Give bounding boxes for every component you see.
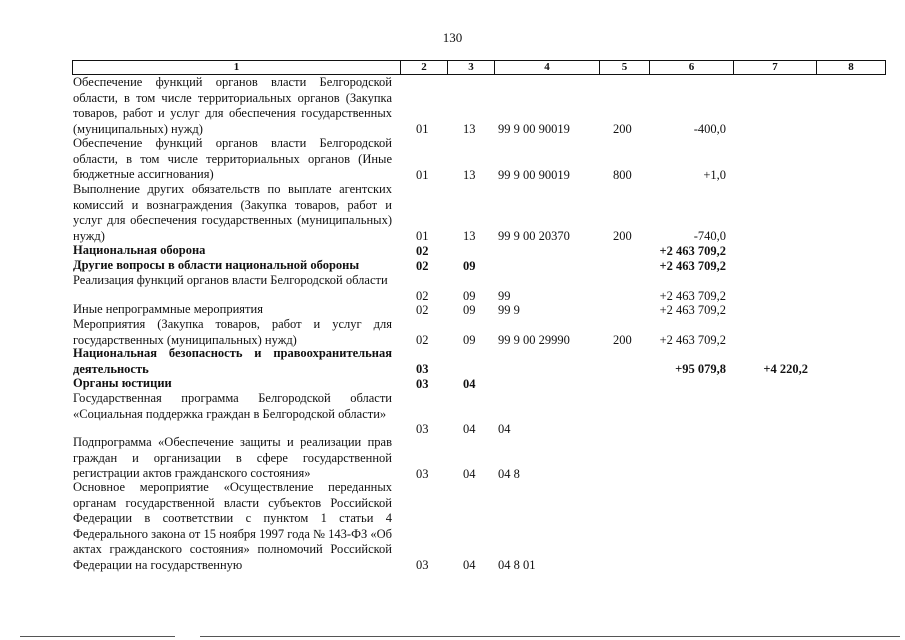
row-amount: +2 463 709,2 xyxy=(659,243,726,258)
row-target-article: 99 xyxy=(498,288,511,303)
row-target-article: 99 9 xyxy=(498,302,520,317)
row-amount: +1,0 xyxy=(703,167,726,182)
table-row xyxy=(0,435,905,482)
row-section: 02 xyxy=(416,302,429,317)
row-subsection: 09 xyxy=(463,332,476,347)
table-header xyxy=(72,60,886,75)
row-subsection: 04 xyxy=(463,421,476,436)
row-name: Обеспечение функций органов власти Белгородской области, в том числе территориальных органов (Закупка товаров, работ и услуг для обеспечения государственных (муниципальных) нужд) xyxy=(73,75,392,136)
scan-edge-line xyxy=(20,636,175,637)
row-subsection: 13 xyxy=(463,167,476,182)
row-section: 03 xyxy=(416,557,429,572)
row-section: 02 xyxy=(416,288,429,303)
row-subsection: 13 xyxy=(463,121,476,136)
table-row xyxy=(0,302,905,318)
row-subsection: 13 xyxy=(463,228,476,243)
table-row xyxy=(0,317,905,348)
row-section: 03 xyxy=(416,466,429,481)
row-expense-type: 800 xyxy=(613,167,632,182)
row-amount: +2 463 709,2 xyxy=(659,288,726,303)
row-name: Выполнение других обязательств по выплате агентских комиссий и вознаграждения (Закупка товаров, работ и услуг для обеспечения государственных (муниципальных) нужд) xyxy=(73,182,392,243)
row-section: 02 xyxy=(416,243,429,258)
row-target-article: 04 xyxy=(498,421,511,436)
row-subsection: 04 xyxy=(463,376,476,391)
row-expense-type: 200 xyxy=(613,121,632,136)
row-section: 03 xyxy=(416,421,429,436)
row-subsection: 09 xyxy=(463,302,476,317)
row-subsection: 09 xyxy=(463,288,476,303)
row-section: 03 xyxy=(416,376,429,391)
row-name: Национальная безопасность и правоохранительная деятельность xyxy=(73,346,392,376)
table-row xyxy=(0,75,905,137)
row-subsection: 04 xyxy=(463,557,476,572)
row-name: Другие вопросы в области национальной обороны xyxy=(73,258,360,272)
row-name: Основное мероприятие «Осуществление переданных органам государственной власти субъектов Российской Федерации в соответствии с пунктом 1 статьи 4 Федерального закона от 15 ноября 1997 года № 143-ФЗ «Об актах гражданского состояния» полномочий Российской Федерации на государственную xyxy=(73,480,392,572)
row-target-article: 99 9 00 90019 xyxy=(498,167,570,182)
table-row xyxy=(0,391,905,437)
row-target-article: 99 9 00 29990 xyxy=(498,332,570,347)
row-name: Обеспечение функций органов власти Белгородской области, в том числе территориальных органов (Иные бюджетные ассигнования) xyxy=(73,136,392,181)
row-expense-type: 200 xyxy=(613,228,632,243)
row-section: 01 xyxy=(416,228,429,243)
row-subsection: 09 xyxy=(463,258,476,273)
page-number: 130 xyxy=(442,30,463,45)
row-name: Государственная программа Белгородской области «Социальная поддержка граждан в Белгородской области» xyxy=(73,391,392,421)
row-section: 01 xyxy=(416,167,429,182)
row-target-article: 99 9 00 20370 xyxy=(498,228,570,243)
table-row xyxy=(0,136,905,183)
scan-edge-line xyxy=(200,636,900,637)
table-row xyxy=(0,258,905,274)
row-name: Подпрограмма «Обеспечение защиты и реализации прав граждан и организации в сфере государственной регистрации актов гражданского состояния» xyxy=(73,435,392,480)
row-section: 03 xyxy=(416,361,429,376)
header-col-5: 5 xyxy=(600,61,650,74)
table-row xyxy=(0,346,905,377)
row-target-article: 04 8 01 xyxy=(498,557,536,572)
row-section: 02 xyxy=(416,258,429,273)
header-col-1: 1 xyxy=(73,61,401,74)
row-name: Органы юстиции xyxy=(73,376,172,390)
row-name: Реализация функций органов власти Белгородской области xyxy=(73,273,388,287)
row-amount: +2 463 709,2 xyxy=(659,302,726,317)
row-name: Иные непрограммные мероприятия xyxy=(73,302,263,316)
row-target-article: 04 8 xyxy=(498,466,520,481)
row-amount: +2 463 709,2 xyxy=(659,258,726,273)
row-name: Национальная оборона xyxy=(73,243,206,257)
header-col-3: 3 xyxy=(448,61,495,74)
row-amount-2: +4 220,2 xyxy=(763,361,808,376)
row-target-article: 99 9 00 90019 xyxy=(498,121,570,136)
row-amount: -400,0 xyxy=(693,121,726,136)
header-col-7: 7 xyxy=(734,61,817,74)
table-row xyxy=(0,182,905,244)
row-section: 01 xyxy=(416,121,429,136)
table-row xyxy=(0,376,905,392)
header-col-2: 2 xyxy=(401,61,448,74)
header-col-6: 6 xyxy=(650,61,734,74)
row-section: 02 xyxy=(416,332,429,347)
header-col-4: 4 xyxy=(495,61,600,74)
row-amount: +2 463 709,2 xyxy=(659,332,726,347)
row-expense-type: 200 xyxy=(613,332,632,347)
row-subsection: 04 xyxy=(463,466,476,481)
row-amount: -740,0 xyxy=(693,228,726,243)
row-amount: +95 079,8 xyxy=(675,361,726,376)
header-col-8: 8 xyxy=(848,61,854,73)
table-row xyxy=(0,273,905,304)
table-row xyxy=(0,480,905,573)
row-name: Мероприятия (Закупка товаров, работ и услуг для государственных (муниципальных) нужд) xyxy=(73,317,392,347)
table-row xyxy=(0,243,905,259)
